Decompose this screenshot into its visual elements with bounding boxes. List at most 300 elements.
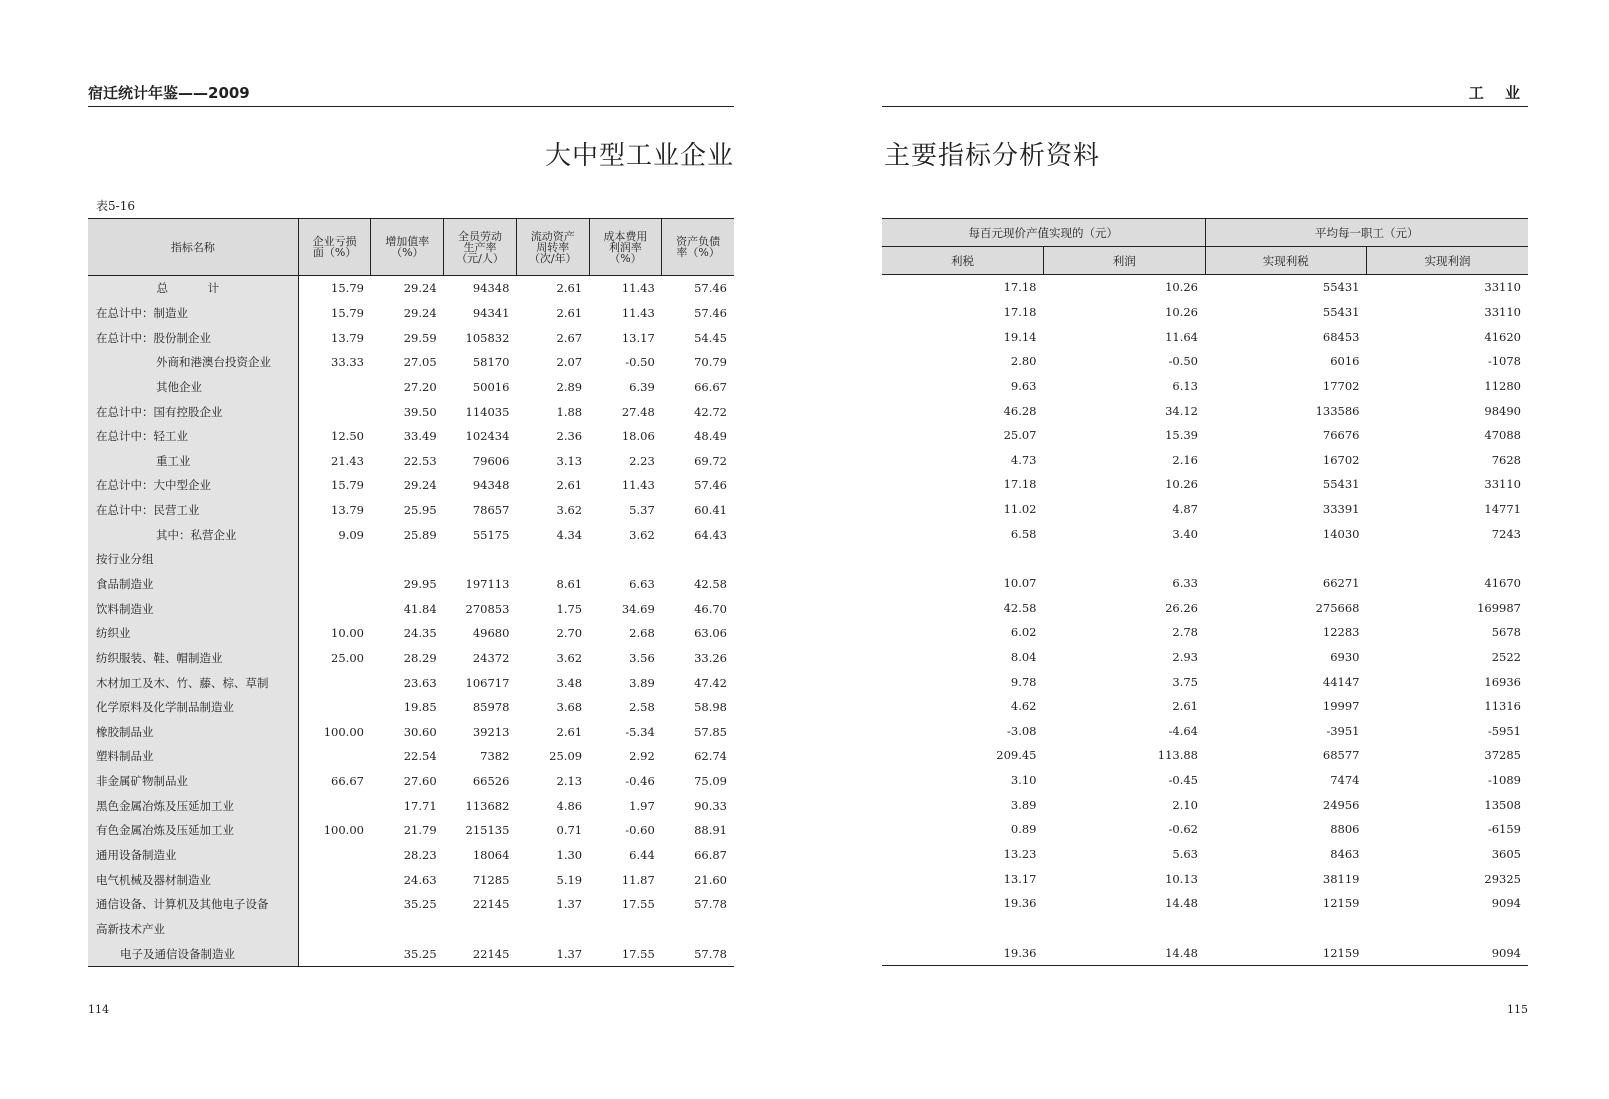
table-cell: 16936 [1484,674,1521,689]
table-cell: 24.63 [403,872,437,887]
table-cell [298,399,371,424]
table-cell: 2.07 [556,355,583,370]
row-label: 在总计中：轻工业 [88,424,298,449]
table-cell: 0.71 [556,823,583,838]
table-cell: 21.60 [694,872,727,887]
table-cell: 6.58 [1010,526,1037,541]
table-cell: 49680 [472,626,510,641]
row-label: 电气机械及器材制造业 [88,867,298,892]
page-number-left: 114 [88,1003,109,1016]
table-row [882,743,1528,768]
table-cell: 6.44 [629,848,655,863]
table-cell: 9.63 [1010,378,1037,393]
table-cell: 2.13 [556,774,583,789]
table-cell: 15.79 [331,281,364,296]
table-cell: 5678 [1491,625,1521,640]
table-cell: 5.63 [1172,847,1198,862]
table-cell: 3.40 [1172,526,1198,541]
table-cell: 4.34 [556,527,583,542]
row-label: 在总计中：股份制企业 [88,325,298,350]
table-cell: 18064 [472,848,510,863]
table-cell: 66526 [472,774,510,789]
table-row [88,769,734,794]
table-row [88,867,734,892]
table-cell: 28.29 [403,650,437,665]
table-cell: 7628 [1491,452,1521,467]
table-cell: 57.46 [694,281,727,296]
table-cell: 33391 [1322,502,1360,517]
table-cell: -0.60 [625,823,655,838]
table-cell: 17702 [1322,378,1360,393]
table-cell: 7243 [1491,526,1521,541]
table-cell: 113682 [465,798,510,813]
table-cell: 11.43 [621,281,655,296]
table-cell: 29325 [1484,871,1521,886]
table-cell: 12283 [1322,625,1360,640]
table-cell: 13.23 [1003,847,1037,862]
table-cell: 197113 [465,577,510,591]
group-header-per-hundred: 每百元现价产值实现的（元） [882,219,1205,247]
table-cell: 39213 [472,724,510,739]
row-label: 塑料制品业 [88,744,298,769]
table-cell: 22.53 [403,453,437,468]
table-cell: 76676 [1322,428,1360,443]
table-cell: 11280 [1484,378,1521,393]
table-row [88,498,734,523]
row-label: 在总计中：大中型企业 [88,473,298,498]
table-cell: 71285 [472,872,510,887]
table-cell: 2.10 [1172,797,1198,812]
header-indicator-name: 指标名称 [88,219,298,276]
table-cell: 8.04 [1010,649,1037,664]
table-cell: 41670 [1484,576,1521,590]
row-label: 食品制造业 [88,572,298,597]
table-cell: 42.72 [694,404,727,419]
table-cell: -5.34 [625,724,655,739]
table-cell: 57.78 [694,897,727,912]
table-row [882,571,1528,596]
table-row [88,621,734,646]
running-header-left [88,82,734,107]
table-cell: 33110 [1484,304,1521,319]
table-cell: 25.09 [549,749,583,764]
table-cell: 1.75 [556,601,583,616]
table-cell: 4.62 [1010,699,1037,714]
table-cell: 27.05 [403,355,437,370]
table-cell: 13508 [1484,797,1521,812]
table-cell: -1089 [1487,773,1521,788]
table-cell: 2.16 [1172,452,1198,467]
row-label: 外商和港澳台投资企业 [88,350,298,375]
table-cell: 44147 [1322,674,1360,689]
running-header-right [882,82,1528,107]
table-cell [662,547,734,572]
table-cell: 6.13 [1172,378,1198,393]
page-number-right: 115 [1507,1003,1528,1016]
table-cell: 21.79 [403,823,437,838]
table-cell: 106717 [465,675,510,690]
table-cell [298,596,371,621]
table-cell: 14.48 [1165,896,1198,911]
table-cell [1205,916,1367,941]
table-cell: 2.61 [556,724,583,739]
table-cell: 6.39 [629,379,655,394]
table-cell: 29.59 [403,330,437,345]
header-col-3: 全员劳动 生产率 （元/人） [444,219,517,276]
table-cell: 13.79 [331,330,364,345]
table-cell: 13.79 [331,503,364,518]
table-row [882,916,1528,941]
table-row [88,695,734,720]
table-cell: 47.42 [694,675,727,690]
table-cell: 3.89 [1010,797,1037,812]
group-header-per-employee: 平均每一职工（元） [1205,219,1528,247]
table-cell: 100.00 [323,724,364,739]
table-cell: 6.02 [1010,625,1037,640]
table-cell: 2.61 [556,478,583,493]
table-cell: 10.00 [331,626,364,641]
row-label: 其中：私营企业 [88,522,298,547]
row-label: 总 计 [88,276,298,301]
table-cell [444,917,517,942]
table-cell: 2.61 [1172,699,1198,714]
table-cell: 10.26 [1165,280,1198,295]
table-cell: 35.25 [403,946,437,961]
table-cell: 9094 [1491,945,1521,960]
table-cell: 2.92 [629,749,655,764]
table-row [88,473,734,498]
table-cell: 2.78 [1172,625,1198,640]
table-cell: 7382 [480,749,510,764]
table-cell: 270853 [465,601,510,616]
table-cell: 5.37 [629,503,655,518]
table-cell: 26.26 [1165,600,1198,615]
table-cell: 90.33 [694,798,727,813]
table-cell: 34.12 [1165,403,1198,418]
table-cell: 33.49 [403,429,437,444]
table-row [882,792,1528,817]
table-cell [371,917,444,942]
table-cell: 2.80 [1010,354,1037,369]
table-row [88,301,734,326]
table-cell: 17.71 [403,798,437,813]
table-cell: 22.54 [403,749,437,764]
table-cell: 3.89 [629,675,655,690]
table-cell: 29.95 [403,577,437,591]
table-cell: 2522 [1491,649,1521,664]
table-cell: -0.46 [625,774,655,789]
table-cell: 3.62 [556,503,583,518]
table-cell: 1.97 [629,798,655,813]
table-cell: 100.00 [323,823,364,838]
table-cell: 66.67 [694,379,727,394]
row-label: 非金属矿物制品业 [88,769,298,794]
table-cell: 2.67 [556,330,583,345]
table-cell: 30.60 [403,724,437,739]
table-cell: 13.17 [621,330,655,345]
table-cell: 85978 [472,700,510,715]
row-label: 纺织业 [88,621,298,646]
table-cell: 68453 [1322,329,1360,344]
table-cell: 50016 [472,379,510,394]
table-cell: 22145 [472,946,510,961]
table-cell: 3.56 [629,650,655,665]
table-cell: 10.07 [1003,576,1037,590]
table-cell: 3.13 [556,453,583,468]
table-cell: 69.72 [694,453,727,468]
table-cell: 41620 [1484,329,1521,344]
table-cell [298,572,371,597]
table-row [882,275,1528,300]
row-label: 通信设备、计算机及其他电子设备 [88,892,298,917]
row-label: 按行业分组 [88,547,298,572]
table-cell: 12159 [1322,896,1360,911]
table-cell: 64.43 [694,527,727,542]
table-row [882,447,1528,472]
table-row [88,892,734,917]
page-title-right: 主要指标分析资料 [884,141,1101,171]
table-cell: 66.67 [331,774,364,789]
table-row [882,595,1528,620]
table-cell: 63.06 [694,626,727,641]
sub-header-tax-profit: 利税 [882,247,1044,275]
table-cell: 3.75 [1172,674,1198,689]
table-cell: 11.02 [1003,502,1037,517]
table-cell: 11.43 [621,478,655,493]
table-header-row [88,219,734,276]
table-cell [444,547,517,572]
table-cell [298,892,371,917]
sub-header-profit: 利润 [1044,247,1206,275]
section-title: 工 业 [1468,84,1528,102]
header-col-5: 成本费用 利润率 （%） [589,219,662,276]
row-label: 在总计中：国有控股企业 [88,399,298,424]
table-cell: 12.50 [331,429,364,444]
table-cell: 57.85 [694,724,727,739]
table-row [882,842,1528,867]
table-row [88,646,734,671]
table-cell: 14030 [1322,526,1360,541]
table-cell: 6016 [1330,354,1360,369]
table-cell: 33110 [1484,477,1521,492]
table-cell: 215135 [465,823,510,838]
table-cell: 6.33 [1172,576,1198,590]
table-cell: 5.19 [556,872,583,887]
table-row [882,546,1528,571]
sub-header-row [882,247,1528,275]
page-title-left: 大中型工业企业 [544,141,734,171]
table-row [88,744,734,769]
table-row [88,375,734,400]
table-cell [882,546,1044,571]
table-cell: 79606 [472,453,510,468]
table-cell: 25.95 [403,503,437,518]
table-cell: 6.63 [629,577,655,591]
table-cell [589,547,662,572]
table-cell [298,843,371,868]
table-cell [1044,546,1206,571]
table-cell: 98490 [1484,403,1521,418]
table-cell: 10.26 [1165,477,1198,492]
table-cell: 2.58 [629,700,655,715]
table-cell [298,695,371,720]
table-row [882,891,1528,916]
table-cell: 17.18 [1003,477,1037,492]
table-cell: 6930 [1330,649,1360,664]
table-row [882,324,1528,349]
indicator-table-right [882,218,1528,966]
table-cell: 66.87 [694,848,727,863]
table-cell: 19.14 [1003,329,1037,344]
table-cell: 25.07 [1003,428,1037,443]
table-cell: 39.50 [403,404,437,419]
table-cell: 3605 [1491,847,1521,862]
table-cell: 42.58 [694,577,727,591]
table-row [88,818,734,843]
table-row [882,300,1528,325]
table-cell: 4.86 [556,798,583,813]
table-cell: 57.46 [694,305,727,320]
table-cell: 33.26 [694,650,727,665]
table-cell: 17.55 [621,946,655,961]
table-cell: 70.79 [694,355,727,370]
table-cell: 94348 [472,478,510,493]
table-cell: 18.06 [621,429,655,444]
row-label: 黑色金属冶炼及压延加工业 [88,793,298,818]
table-cell: 34.69 [621,601,655,616]
table-cell: 2.61 [556,305,583,320]
table-row [882,497,1528,522]
table-row [88,448,734,473]
table-cell: 105832 [465,330,510,345]
table-number: 表5-16 [96,199,135,213]
table-cell [1367,916,1529,941]
table-cell: 24372 [472,650,510,665]
table-cell: -0.62 [1168,822,1198,837]
row-label: 电子及通信设备制造业 [88,941,298,966]
table-row [88,424,734,449]
table-row [882,940,1528,965]
row-label: 化学原料及化学制品制造业 [88,695,298,720]
table-cell: 14.48 [1165,945,1198,960]
table-cell: 209.45 [996,748,1037,763]
table-cell: 23.63 [403,675,437,690]
table-row [882,768,1528,793]
table-cell: 12159 [1322,945,1360,960]
table-row [882,620,1528,645]
table-cell: 9.09 [338,527,364,542]
table-cell: 57.78 [694,946,727,961]
table-cell [298,941,371,966]
table-cell: 55431 [1322,304,1360,319]
table-cell [298,917,371,942]
table-cell: 2.23 [629,453,655,468]
table-cell: 68577 [1322,748,1360,763]
table-row [88,325,734,350]
table-cell [298,744,371,769]
table-row [882,669,1528,694]
table-cell: 1.30 [556,848,583,863]
table-row [882,472,1528,497]
table-cell: 1.88 [556,404,583,419]
table-cell: -4.64 [1168,723,1198,738]
table-cell: 133586 [1315,403,1360,418]
table-cell: 29.24 [403,478,437,493]
table-cell: 35.25 [403,897,437,912]
table-cell: 78657 [472,503,510,518]
table-cell: 57.46 [694,478,727,493]
table-cell [298,547,371,572]
table-row [882,398,1528,423]
table-cell: 19.85 [403,700,437,715]
table-cell: 42.58 [1003,600,1037,615]
table-row [882,817,1528,842]
table-cell: 16702 [1322,452,1360,467]
table-cell: 8463 [1330,847,1360,862]
table-row [88,670,734,695]
group-header-row [882,219,1528,247]
table-cell: 19.36 [1003,945,1037,960]
row-label: 高新技术产业 [88,917,298,942]
table-cell [298,670,371,695]
table-cell [298,867,371,892]
table-cell: 19997 [1322,699,1360,714]
table-cell: 62.74 [694,749,727,764]
row-label: 饮料制造业 [88,596,298,621]
table-cell: 3.48 [556,675,583,690]
table-cell: 4.73 [1010,452,1037,467]
table-cell: 41.84 [403,601,437,616]
table-cell [1044,916,1206,941]
table-cell: 46.70 [694,601,727,616]
yearbook-title: 宿迁统计年鉴——2009 [88,84,250,102]
row-label: 纺织服装、鞋、帽制造业 [88,646,298,671]
table-cell: 2.36 [556,429,583,444]
table-row [88,572,734,597]
row-label: 木材加工及木、竹、藤、棕、草制 [88,670,298,695]
table-row [88,843,734,868]
row-label: 有色金属冶炼及压延加工业 [88,818,298,843]
table-row [88,941,734,966]
table-cell: 66271 [1322,576,1360,590]
table-cell: 11.64 [1165,329,1198,344]
header-col-6: 资产负债 率（%） [662,219,734,276]
table-cell: 94348 [472,281,510,296]
table-cell: 4.87 [1172,502,1198,517]
table-cell: 1.37 [556,897,583,912]
table-cell: 25.89 [403,527,437,542]
table-cell: 3.62 [629,527,655,542]
table-cell: 25.00 [331,650,364,665]
table-cell [1367,546,1529,571]
table-cell: 58170 [472,355,510,370]
table-cell: -0.50 [625,355,655,370]
table-cell [298,375,371,400]
table-row [88,547,734,572]
header-col-1: 企业亏损 面（%） [298,219,371,276]
table-cell: 3.68 [556,700,583,715]
table-row [88,793,734,818]
table-cell: 55175 [472,527,510,542]
table-cell [882,916,1044,941]
table-row [88,522,734,547]
sub-header-realized-tax-profit: 实现利税 [1205,247,1367,275]
table-cell: 94341 [472,305,510,320]
table-cell [589,917,662,942]
table-cell: 2.93 [1172,649,1198,664]
table-cell: 8806 [1330,822,1360,837]
table-cell: 15.39 [1165,428,1198,443]
